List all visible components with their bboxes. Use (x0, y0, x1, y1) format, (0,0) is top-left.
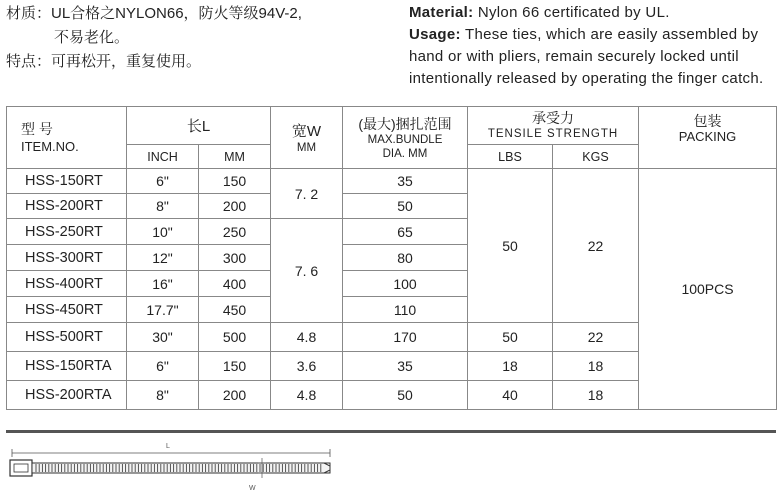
usage-label: Usage: (409, 26, 461, 43)
tensile-kgs: 22 (553, 169, 639, 323)
header-packing (639, 107, 777, 169)
header-tensile-en: TENSILE STRENGTH (487, 128, 619, 140)
usage-en-line2: hand or with pliers, remain securely locked until (409, 48, 739, 65)
header-item-cn: 型 号 (21, 120, 53, 137)
spec-table (6, 106, 777, 410)
header-tensile-cn: 承受力 (532, 110, 574, 126)
cable-tie-drawing (6, 436, 336, 496)
length-inch: 17.7" (127, 297, 199, 323)
length-inch: 8" (127, 194, 199, 219)
width-mm: 3.6 (271, 352, 343, 381)
length-inch: 8" (127, 381, 199, 410)
bundle-dia: 100 (343, 271, 468, 297)
item-no: HSS-250RT (7, 219, 127, 245)
tie-head (10, 460, 32, 476)
length-mm: 450 (199, 297, 271, 323)
bottom-rule (6, 430, 776, 433)
item-no: HSS-400RT (7, 271, 127, 297)
item-no: HSS-150RT (7, 169, 127, 194)
header-tensile (468, 107, 639, 145)
header-packing-cn: 包装 (693, 113, 722, 129)
tensile-kgs: 18 (553, 352, 639, 381)
length-mm: 250 (199, 219, 271, 245)
length-mm: 500 (199, 323, 271, 352)
width-mm: 4.8 (271, 381, 343, 410)
header-bundle (343, 107, 468, 169)
bundle-dia: 170 (343, 323, 468, 352)
length-inch: 10" (127, 219, 199, 245)
header-packing-en: PACKING (678, 129, 737, 144)
header-mm: MM (199, 145, 271, 169)
length-inch: 6" (127, 169, 199, 194)
tensile-lbs: 18 (468, 352, 553, 381)
header-kgs: KGS (553, 145, 639, 169)
tensile-lbs: 40 (468, 381, 553, 410)
header-bundle-en2: DIA. MM (382, 147, 428, 160)
width-label: W (249, 485, 256, 492)
bundle-dia: 35 (343, 352, 468, 381)
material-label: Material: (409, 4, 474, 21)
length-mm: 300 (199, 245, 271, 271)
tensile-kgs: 22 (553, 323, 639, 352)
material-cn-line2: 不易老化。 (54, 29, 130, 46)
header-bundle-cn: (最大)捆扎范围 (358, 115, 452, 132)
length-mm: 150 (199, 169, 271, 194)
width-mm: 7. 2 (271, 169, 343, 219)
length-inch: 30" (127, 323, 199, 352)
table-row (7, 169, 777, 194)
usage-en-line3: intentionally released by operating the finger catch. (409, 70, 764, 87)
header-item-en: ITEM.NO. (21, 138, 79, 154)
item-no: HSS-200RT (7, 194, 127, 219)
material-en-line (409, 2, 670, 24)
header-width (271, 107, 343, 169)
header-inch: INCH (127, 145, 199, 169)
features-cn-line: 特点：可再松开，重复使用。 (6, 53, 202, 70)
header-width-mm: MM (296, 142, 317, 154)
tensile-lbs: 50 (468, 323, 553, 352)
width-mm: 4.8 (271, 323, 343, 352)
bundle-dia: 50 (343, 381, 468, 410)
header-lbs: LBS (468, 145, 553, 169)
header-bundle-en1: MAX.BUNDLE (367, 133, 443, 146)
bundle-dia: 35 (343, 169, 468, 194)
length-inch: 12" (127, 245, 199, 271)
bundle-dia: 110 (343, 297, 468, 323)
tensile-kgs: 18 (553, 381, 639, 410)
bundle-dia: 65 (343, 219, 468, 245)
length-mm: 200 (199, 194, 271, 219)
item-no: HSS-200RTA (7, 381, 127, 410)
length-label: L (166, 443, 170, 450)
usage-en-line1 (409, 24, 758, 46)
width-mm: 7. 6 (271, 219, 343, 323)
length-mm: 200 (199, 381, 271, 410)
header-width-cn: 宽W (291, 123, 322, 140)
packing-value: 100PCS (639, 169, 777, 410)
length-inch: 6" (127, 352, 199, 381)
item-no: HSS-450RT (7, 297, 127, 323)
bundle-dia: 50 (343, 194, 468, 219)
item-no: HSS-500RT (7, 323, 127, 352)
tensile-lbs: 50 (468, 169, 553, 323)
material-text: Nylon 66 certificated by UL. (473, 4, 670, 21)
header-length: 长L (127, 107, 271, 145)
item-no: HSS-150RTA (7, 352, 127, 381)
usage-text-1: These ties, which are easily assembled by (460, 26, 759, 43)
material-cn-line1: 材质：UL合格之NYLON66，防火等级94V-2, (6, 5, 302, 22)
length-mm: 150 (199, 352, 271, 381)
length-mm: 400 (199, 271, 271, 297)
header-item (7, 107, 127, 169)
length-inch: 16" (127, 271, 199, 297)
bundle-dia: 80 (343, 245, 468, 271)
item-no: HSS-300RT (7, 245, 127, 271)
